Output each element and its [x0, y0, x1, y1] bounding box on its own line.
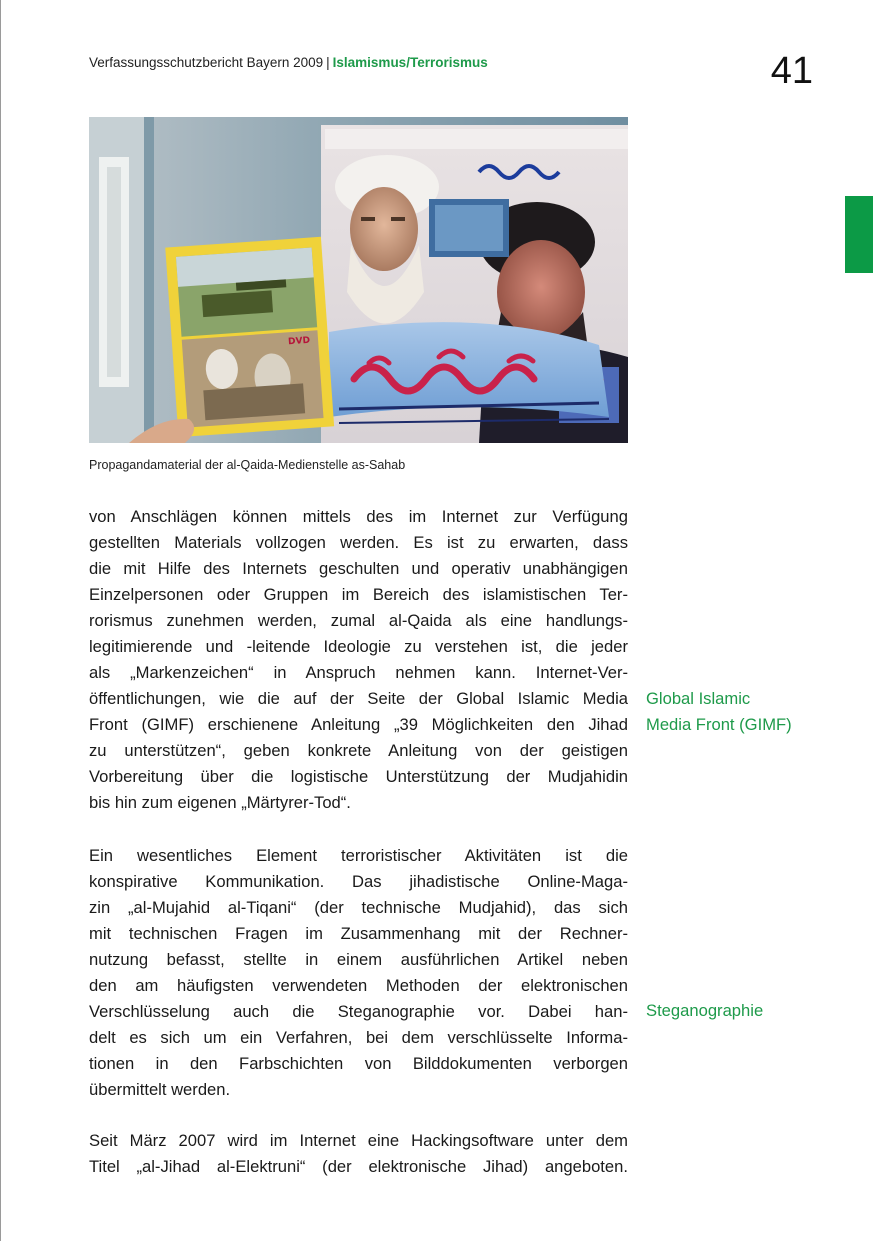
text-line: tionen in den Farbschichten von Bilddokumenten verborgen [89, 1054, 628, 1073]
text-line: zin „al-Mujahid al-Tiqani“ (der technische Mudjahid), das sich [89, 898, 628, 917]
text-line: legitimierende und -leitende Ideologie zu verstehen ist, die jeder [89, 637, 628, 656]
dvd-label: DVD [287, 335, 311, 348]
paragraph-1 [89, 504, 628, 816]
text-line: von Anschlägen können mittels des im Internet zur Verfügung [89, 507, 628, 526]
text-line: bis hin zum eigenen „Märtyrer-Tod“. [89, 793, 351, 812]
margin-note-line: Media Front (GIMF) [646, 715, 792, 734]
section-title: Islamismus/Terrorismus [332, 55, 488, 70]
margin-note-line: Steganographie [646, 1001, 764, 1020]
text-line: Front (GIMF) erschienene Anleitung „39 Möglichkeiten den Jihad [89, 715, 628, 734]
text-line: Ein wesentliches Element terroristischer Aktivitäten ist die [89, 846, 628, 865]
margin-note-line: Global Islamic [646, 689, 751, 708]
text-line: Verschlüsselung auch die Steganographie vor. Dabei han- [89, 1002, 628, 1021]
margin-note-steganographie [646, 998, 763, 1024]
propaganda-photo [89, 117, 628, 443]
figure-caption: Propagandamaterial der al-Qaida-Medienstelle as-Sahab [89, 458, 406, 472]
text-line: die mit Hilfe des Internets geschulten und operativ unabhängigen [89, 559, 628, 578]
text-line: als „Markenzeichen“ in Anspruch nehmen kann. Internet-Ver- [89, 663, 628, 682]
text-line: Titel „al-Jihad al-Elektruni“ (der elektronische Jihad) angeboten. [89, 1157, 628, 1176]
text-line: Vorbereitung über die logistische Unterstützung der Mudjahidin [89, 767, 628, 786]
page-edge-rule [0, 0, 1, 1241]
text-line: mit technischen Fragen im Zusammenhang mit der Rechner- [89, 924, 628, 943]
text-line: Seit März 2007 wird im Internet eine Hackingsoftware unter dem [89, 1131, 628, 1150]
text-line: zu unterstützen“, geben konkrete Anleitung von der geistigen [89, 741, 628, 760]
header-separator: | [326, 55, 330, 70]
running-header [89, 55, 488, 70]
text-line: konspirative Kommunikation. Das jihadistische Online-Maga- [89, 872, 628, 891]
text-line: den am häufigsten verwendeten Methoden der elektronischen [89, 976, 628, 995]
text-line: übermittelt werden. [89, 1080, 231, 1099]
report-title: Verfassungsschutzbericht Bayern 2009 [89, 55, 324, 70]
text-line: delt es sich um ein Verfahren, bei dem verschlüsselte Informa- [89, 1028, 628, 1047]
page-number: 41 [770, 50, 813, 92]
margin-note-gimf [646, 686, 792, 738]
chapter-tab-marker [845, 196, 873, 273]
text-line: rorismus zunehmen werden, zumal al-Qaida als eine handlungs- [89, 611, 628, 630]
paragraph-3 [89, 1128, 628, 1180]
paragraph-2 [89, 843, 628, 1103]
text-line: öffentlichungen, wie die auf der Seite der Global Islamic Media [89, 689, 628, 708]
text-line: Einzelpersonen oder Gruppen im Bereich des islamistischen Ter- [89, 585, 628, 604]
text-line: gestellten Materials vollzogen werden. Es ist zu erwarten, dass [89, 533, 628, 552]
text-line: nutzung befasst, stellte in einem ausführlichen Artikel neben [89, 950, 628, 969]
